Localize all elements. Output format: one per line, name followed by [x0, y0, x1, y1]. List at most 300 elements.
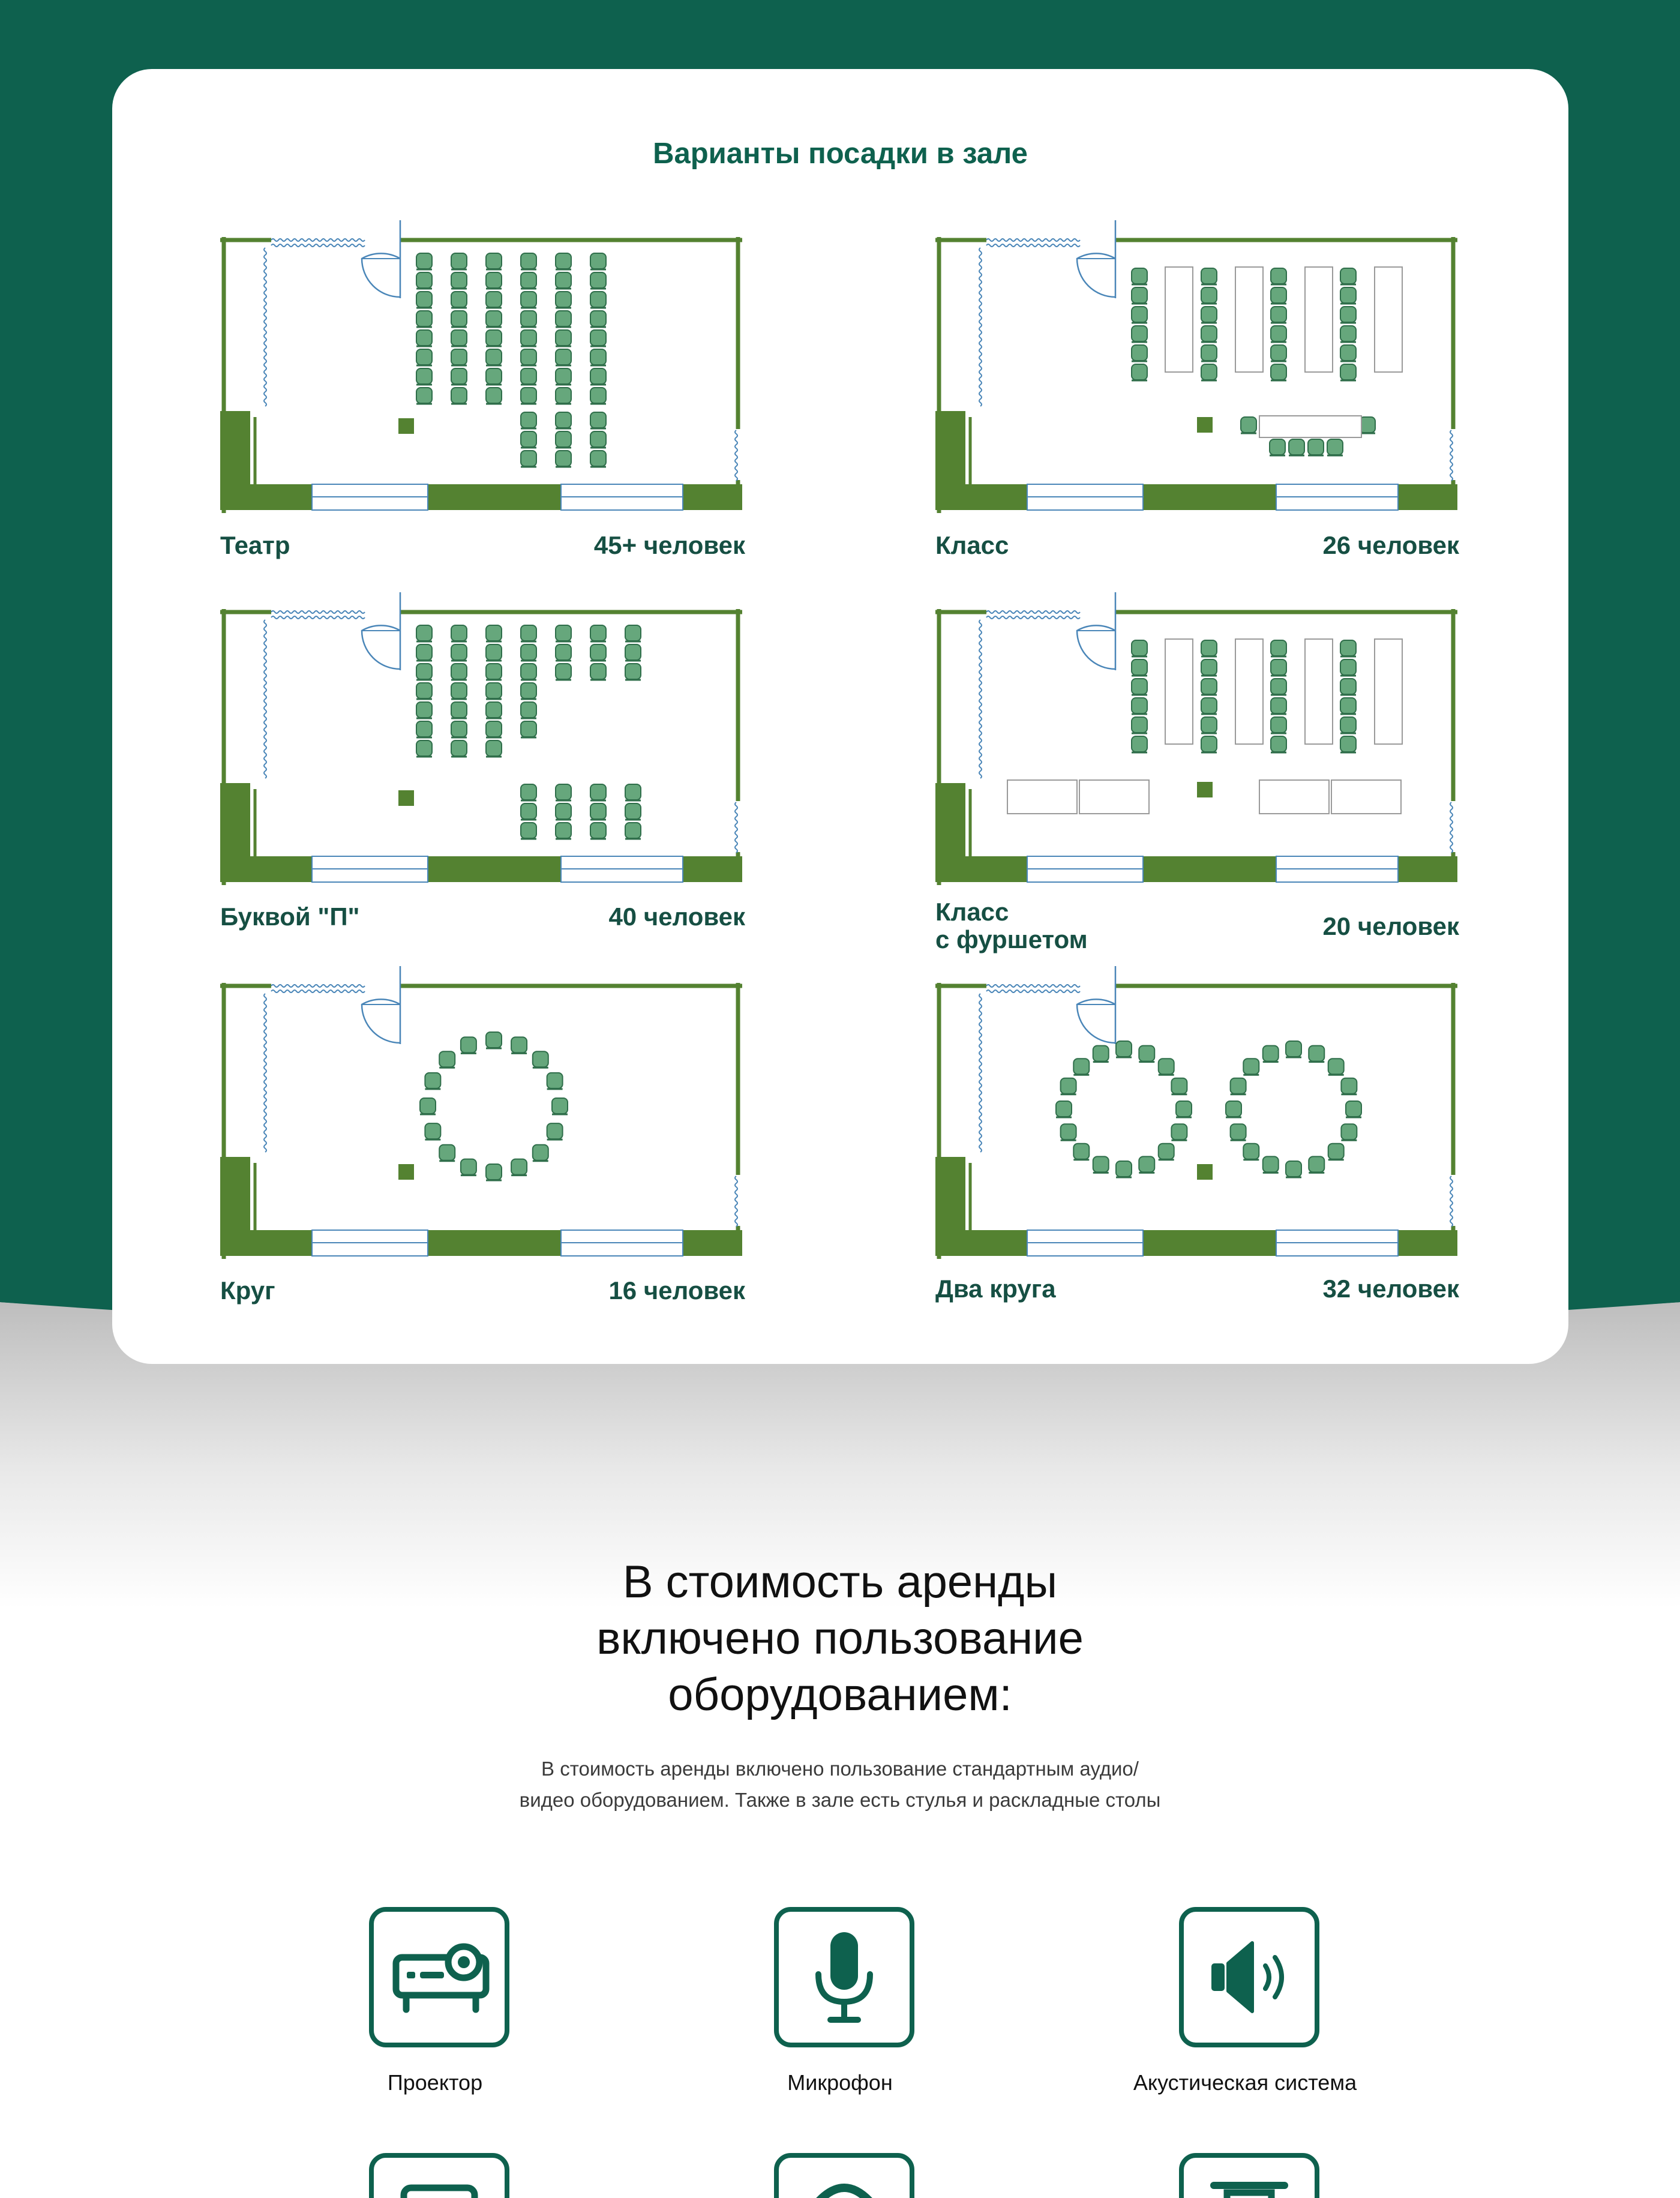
chair [1340, 679, 1356, 694]
curtain-top [271, 611, 365, 613]
chair [625, 664, 641, 679]
chair [1241, 417, 1256, 433]
chair [556, 784, 571, 800]
chair [486, 1032, 502, 1048]
chair [533, 1051, 548, 1067]
curtain-top [986, 985, 1080, 987]
chair [547, 1073, 563, 1088]
chair [1176, 1101, 1192, 1117]
chair [1132, 287, 1147, 303]
chair [451, 368, 467, 384]
table [1079, 780, 1149, 814]
seating-card [112, 69, 1568, 1364]
equipment-description [0, 1753, 1680, 1816]
chair [590, 664, 606, 679]
chair [1201, 345, 1217, 361]
chair [1340, 640, 1356, 656]
chair [1340, 698, 1356, 713]
chair [486, 330, 502, 346]
chair [451, 683, 467, 698]
chair [1139, 1046, 1154, 1061]
projector-icon-box [369, 1907, 509, 2047]
chair [1271, 326, 1286, 341]
chair [486, 683, 502, 698]
chair [590, 292, 606, 307]
chair [486, 721, 502, 737]
chair [1132, 364, 1147, 380]
chair [451, 740, 467, 756]
chair [1171, 1078, 1187, 1094]
chair [1271, 659, 1286, 675]
table [1305, 267, 1333, 372]
chair [1132, 326, 1147, 341]
chair [556, 431, 571, 447]
chair [590, 784, 606, 800]
chair [1271, 698, 1286, 713]
chair [1346, 1101, 1361, 1117]
chair [556, 330, 571, 346]
chair [1201, 679, 1217, 694]
chair [590, 451, 606, 466]
speaker-icon [1184, 1912, 1315, 2043]
chair [1201, 659, 1217, 675]
chair [1201, 287, 1217, 303]
table [1331, 780, 1401, 814]
chair [486, 272, 502, 288]
chair [451, 388, 467, 403]
curtain-top [271, 244, 365, 247]
plan-u-shape [220, 585, 742, 885]
chair [1271, 268, 1286, 284]
chair [486, 1164, 502, 1180]
chair [1340, 287, 1356, 303]
equipment-description-line: видео оборудованием. Также в зале есть стулья и раскладные столы [519, 1789, 1161, 1811]
chair [416, 625, 432, 641]
chair [1159, 1058, 1174, 1074]
chair [533, 1145, 548, 1161]
curtain-left [979, 994, 982, 1152]
chair [451, 702, 467, 718]
chair [1159, 1144, 1174, 1159]
chair [1132, 698, 1147, 713]
curtain-right [1450, 1176, 1453, 1227]
chair [625, 823, 641, 838]
chair [625, 644, 641, 660]
layout-capacity-u-shape: 40 человек [608, 902, 745, 931]
chair [486, 349, 502, 365]
podium [1197, 417, 1213, 433]
chair [1132, 345, 1147, 361]
layout-capacity-class: 26 человек [1322, 531, 1459, 559]
chair [511, 1037, 527, 1052]
room [220, 220, 742, 513]
chair [416, 388, 432, 403]
chair [1243, 1144, 1259, 1159]
chair [521, 431, 536, 447]
curtain-top [986, 616, 1080, 619]
chair [521, 311, 536, 326]
chair [1116, 1161, 1132, 1177]
screen-icon [374, 2158, 505, 2198]
chair [425, 1073, 440, 1088]
chair [451, 311, 467, 326]
chair [590, 803, 606, 819]
equipment-description-line: В стоимость аренды включено пользование стандартным аудио/ [541, 1758, 1139, 1780]
chair [556, 311, 571, 326]
chair [416, 721, 432, 737]
chair [1289, 439, 1304, 455]
chair [1201, 326, 1217, 341]
layout-name-class: Класс [935, 531, 1009, 559]
chair [590, 311, 606, 326]
equipment-title-line: включено пользование [596, 1613, 1084, 1664]
chair [556, 349, 571, 365]
chair [552, 1098, 568, 1114]
chair [1201, 268, 1217, 284]
chair [1340, 364, 1356, 380]
layout-name-class-buffet-line2: с фуршетом [935, 925, 1088, 953]
chair [486, 292, 502, 307]
chair [425, 1123, 440, 1139]
flipchart-icon-box [1179, 2153, 1319, 2198]
equipment-item-speaker [1065, 1907, 1425, 2105]
chair [486, 702, 502, 718]
chair [1061, 1078, 1076, 1094]
chair [1226, 1101, 1241, 1117]
chair [486, 311, 502, 326]
chair [590, 330, 606, 346]
floor-pillar [220, 1157, 250, 1256]
chair [420, 1098, 436, 1114]
equipment-name: Микрофон [787, 2070, 893, 2095]
chair [556, 644, 571, 660]
microphone-icon [779, 1912, 910, 2043]
podium [1197, 1164, 1213, 1180]
chair [451, 349, 467, 365]
speaker-icon-box [1179, 1907, 1319, 2047]
chair [416, 349, 432, 365]
chair [1171, 1124, 1187, 1140]
chair [590, 431, 606, 447]
curtain-top [271, 616, 365, 619]
chair [521, 253, 536, 269]
chair [625, 803, 641, 819]
chair [451, 721, 467, 737]
curtain-top [986, 239, 1080, 241]
chair [1340, 307, 1356, 322]
chair [1201, 736, 1217, 752]
chair [451, 664, 467, 679]
chair [1340, 268, 1356, 284]
table [1375, 639, 1402, 744]
chair [1340, 736, 1356, 752]
chair [521, 683, 536, 698]
curtain-top [271, 985, 365, 987]
room [935, 592, 1457, 885]
chair [547, 1123, 563, 1139]
chair [1341, 1124, 1357, 1140]
chair [1231, 1124, 1246, 1140]
curtain-right [735, 802, 737, 853]
chair [590, 272, 606, 288]
chair [416, 702, 432, 718]
chair [439, 1145, 455, 1161]
seating-title: Варианты посадки в зале [653, 137, 1028, 170]
chair [1132, 717, 1147, 733]
room [935, 966, 1457, 1259]
chair [1056, 1101, 1072, 1117]
chair [1139, 1156, 1154, 1172]
layout-name-class-buffet-line1: Класс [935, 898, 1009, 926]
chair [451, 292, 467, 307]
chair [1327, 439, 1343, 455]
chair [1093, 1046, 1109, 1061]
table [1235, 639, 1263, 744]
podium [1197, 782, 1213, 797]
chair [521, 664, 536, 679]
chair [521, 803, 536, 819]
chair [1093, 1156, 1109, 1172]
chair [590, 644, 606, 660]
chair [625, 625, 641, 641]
curtain-left [264, 248, 266, 406]
chair [1132, 659, 1147, 675]
chair [451, 625, 467, 641]
equipment-item-partial [660, 2153, 1020, 2198]
equipment-title [0, 1554, 1680, 1723]
table [1259, 780, 1329, 814]
chair [1341, 1078, 1357, 1094]
chair [1271, 307, 1286, 322]
chair [1271, 640, 1286, 656]
chair [1201, 640, 1217, 656]
chair [521, 272, 536, 288]
chair [1073, 1058, 1089, 1074]
floor-pillar [220, 411, 250, 510]
chair [1270, 439, 1285, 455]
chair [1271, 736, 1286, 752]
curtain-left [264, 620, 266, 778]
table [1305, 639, 1333, 744]
table [1165, 639, 1193, 744]
plan-two-circles [935, 959, 1457, 1259]
chair [1309, 1046, 1324, 1061]
equipment-title-line: оборудованием: [668, 1669, 1012, 1720]
curtain-top [986, 990, 1080, 992]
equipment-item-projector [255, 1907, 615, 2105]
floor-pillar [935, 783, 965, 882]
screen-icon-box [369, 2153, 509, 2198]
curtain-left [979, 620, 982, 778]
chair [590, 388, 606, 403]
chair [451, 644, 467, 660]
equipment-item-microphone [660, 1907, 1020, 2105]
chair [590, 625, 606, 641]
chair [1132, 307, 1147, 322]
chair [590, 349, 606, 365]
plan-class [935, 213, 1457, 513]
equipment-name: Акустическая система [1133, 2070, 1357, 2095]
podium [398, 790, 414, 806]
chair [486, 664, 502, 679]
layout-name-theater: Театр [220, 531, 290, 559]
chair [461, 1159, 476, 1175]
table [1259, 416, 1361, 437]
chair [625, 784, 641, 800]
chair [439, 1051, 455, 1067]
chair [1243, 1058, 1259, 1074]
chair [1263, 1156, 1279, 1172]
chair [1201, 307, 1217, 322]
chair [1328, 1144, 1344, 1159]
plan-class-buffet [935, 585, 1457, 885]
chair [521, 451, 536, 466]
chair [1309, 1156, 1324, 1172]
chair [521, 823, 536, 838]
chair [486, 644, 502, 660]
chair [521, 388, 536, 403]
chair [416, 330, 432, 346]
chair [1132, 679, 1147, 694]
chair [461, 1037, 476, 1052]
curtain-right [735, 430, 737, 481]
curtain-top [271, 990, 365, 992]
curtain-top [271, 239, 365, 241]
chair [486, 368, 502, 384]
chair [511, 1159, 527, 1175]
chair [1271, 364, 1286, 380]
chair [1286, 1041, 1301, 1057]
chair [1231, 1078, 1246, 1094]
chair [1340, 717, 1356, 733]
chair [1328, 1058, 1344, 1074]
plan-theater [220, 213, 742, 513]
chair [1201, 364, 1217, 380]
chair [1201, 698, 1217, 713]
layout-capacity-theater: 45+ человек [593, 531, 745, 559]
chair [521, 292, 536, 307]
chair [416, 292, 432, 307]
chair [1263, 1046, 1279, 1061]
chair [416, 272, 432, 288]
chair [1116, 1041, 1132, 1057]
podium [398, 1164, 414, 1180]
chair [556, 253, 571, 269]
chair [521, 412, 536, 428]
equipment-item-partial [255, 2153, 615, 2198]
chair [416, 253, 432, 269]
room [220, 592, 742, 885]
equipment-item-partial [1065, 2153, 1425, 2198]
chair [556, 292, 571, 307]
chair [556, 664, 571, 679]
layout-name-two-circles: Два круга [935, 1275, 1056, 1303]
floor-pillar [935, 411, 965, 510]
chair [556, 823, 571, 838]
chair [1286, 1161, 1301, 1177]
curtain-left [264, 994, 266, 1152]
chair [521, 330, 536, 346]
layout-capacity-circle: 16 человек [608, 1276, 745, 1305]
chair [556, 412, 571, 428]
table [1235, 267, 1263, 372]
microphone-icon-box [774, 1907, 914, 2047]
chair [521, 721, 536, 737]
chair [416, 644, 432, 660]
chair [590, 253, 606, 269]
chair [1340, 326, 1356, 341]
webcam-icon [779, 2158, 910, 2198]
chair [590, 412, 606, 428]
chair [1340, 345, 1356, 361]
table [1375, 267, 1402, 372]
chair [1271, 345, 1286, 361]
layout-capacity-class-buffet: 20 человек [1322, 912, 1459, 940]
curtain-top [986, 611, 1080, 613]
chair [521, 349, 536, 365]
plan-circle [220, 959, 742, 1259]
chair [451, 330, 467, 346]
chair [451, 272, 467, 288]
chair [1132, 640, 1147, 656]
chair [1201, 717, 1217, 733]
chair [1340, 659, 1356, 675]
chair [1061, 1124, 1076, 1140]
table [1007, 780, 1077, 814]
floor-pillar [220, 783, 250, 882]
chair [486, 625, 502, 641]
curtain-left [979, 248, 982, 406]
curtain-right [735, 1176, 737, 1227]
chair [521, 702, 536, 718]
chair [416, 664, 432, 679]
layout-name-u-shape: Буквой "П" [220, 902, 360, 931]
flipchart-icon [1184, 2158, 1315, 2198]
table [1165, 267, 1193, 372]
projector-icon [374, 1912, 505, 2043]
chair [521, 625, 536, 641]
curtain-right [1450, 802, 1453, 853]
chair [521, 368, 536, 384]
chair [590, 368, 606, 384]
chair [1271, 717, 1286, 733]
chair [1073, 1144, 1089, 1159]
chair [486, 388, 502, 403]
chair [521, 644, 536, 660]
chair [556, 803, 571, 819]
chair [556, 625, 571, 641]
chair [556, 368, 571, 384]
equipment-name: Проектор [387, 2070, 483, 2095]
chair [486, 253, 502, 269]
chair [451, 253, 467, 269]
room [935, 220, 1457, 513]
chair [416, 311, 432, 326]
chair [1132, 736, 1147, 752]
curtain-right [1450, 430, 1453, 481]
chair [416, 683, 432, 698]
chair [1271, 287, 1286, 303]
chair [1308, 439, 1324, 455]
layout-name-circle: Круг [220, 1276, 275, 1305]
chair [556, 272, 571, 288]
chair [416, 368, 432, 384]
chair [486, 740, 502, 756]
chair [1271, 679, 1286, 694]
chair [416, 740, 432, 756]
chair [590, 823, 606, 838]
chair [556, 388, 571, 403]
